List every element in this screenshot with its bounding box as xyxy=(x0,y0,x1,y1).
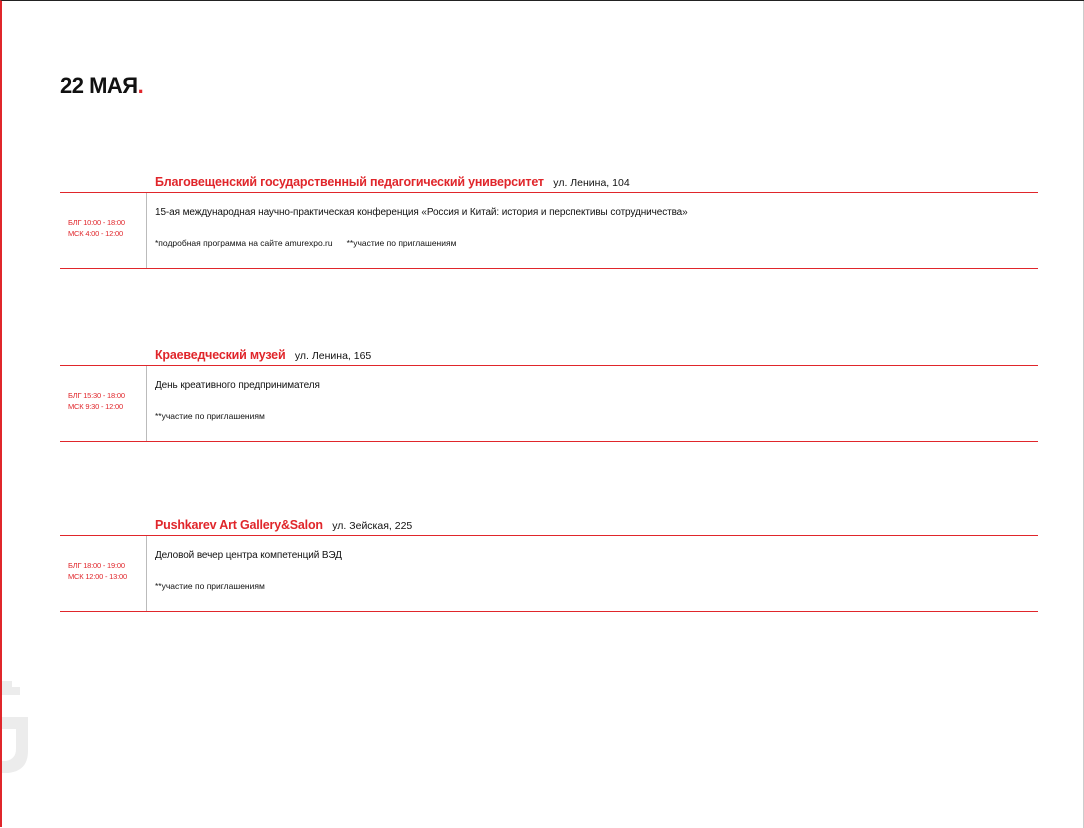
event-title: 15-ая международная научно-практическая конференция «Россия и Китай: история и перспективы сотрудничества» xyxy=(155,207,688,218)
venue-name: Благовещенский государственный педагогический университет xyxy=(155,175,544,189)
day-title xyxy=(60,73,143,99)
venue-address: ул. Зейская, 225 xyxy=(332,520,413,532)
time-msk: МСК 4:00 - 12:00 xyxy=(68,229,123,238)
event-notes xyxy=(155,411,265,421)
event-notes xyxy=(155,581,265,591)
note-program: *подробная программа на сайте amurexpo.ru xyxy=(155,238,333,248)
event-time xyxy=(60,366,147,441)
venue-header xyxy=(60,173,1038,193)
venue-address: ул. Ленина, 104 xyxy=(553,177,630,189)
event-time xyxy=(60,193,147,268)
note-invite: **участие по приглашениям xyxy=(346,238,457,248)
venue-name: Краеведческий музей xyxy=(155,348,286,362)
event-title: День креативного предпринимателя xyxy=(155,380,320,391)
event-row xyxy=(60,193,1038,269)
venue-block-bgpu xyxy=(60,173,1038,269)
note-invite: **участие по приглашениям xyxy=(155,581,265,591)
time-blg: БЛГ 10:00 - 18:00 xyxy=(68,218,125,227)
venue-header xyxy=(60,346,1038,366)
time-blg: БЛГ 18:00 - 19:00 xyxy=(68,561,125,570)
venue-name: Pushkarev Art Gallery&Salon xyxy=(155,518,323,532)
time-msk: МСК 9:30 - 12:00 xyxy=(68,402,123,411)
event-row xyxy=(60,536,1038,612)
partial-emblem-icon xyxy=(2,679,32,779)
event-row xyxy=(60,366,1038,442)
event-notes xyxy=(155,238,456,248)
day-title-text: 22 МАЯ xyxy=(60,73,138,98)
venue-header xyxy=(60,516,1038,536)
day-title-dot: . xyxy=(137,73,144,98)
event-title: Деловой вечер центра компетенций ВЭД xyxy=(155,550,342,561)
venue-address: ул. Ленина, 165 xyxy=(294,350,372,362)
venue-block-gallery xyxy=(60,516,1038,612)
time-blg: БЛГ 15:30 - 18:00 xyxy=(68,391,125,400)
event-time xyxy=(60,536,147,611)
time-msk: МСК 12:00 - 13:00 xyxy=(68,572,127,581)
note-invite: **участие по приглашениям xyxy=(155,411,265,421)
venue-block-museum xyxy=(60,346,1038,442)
